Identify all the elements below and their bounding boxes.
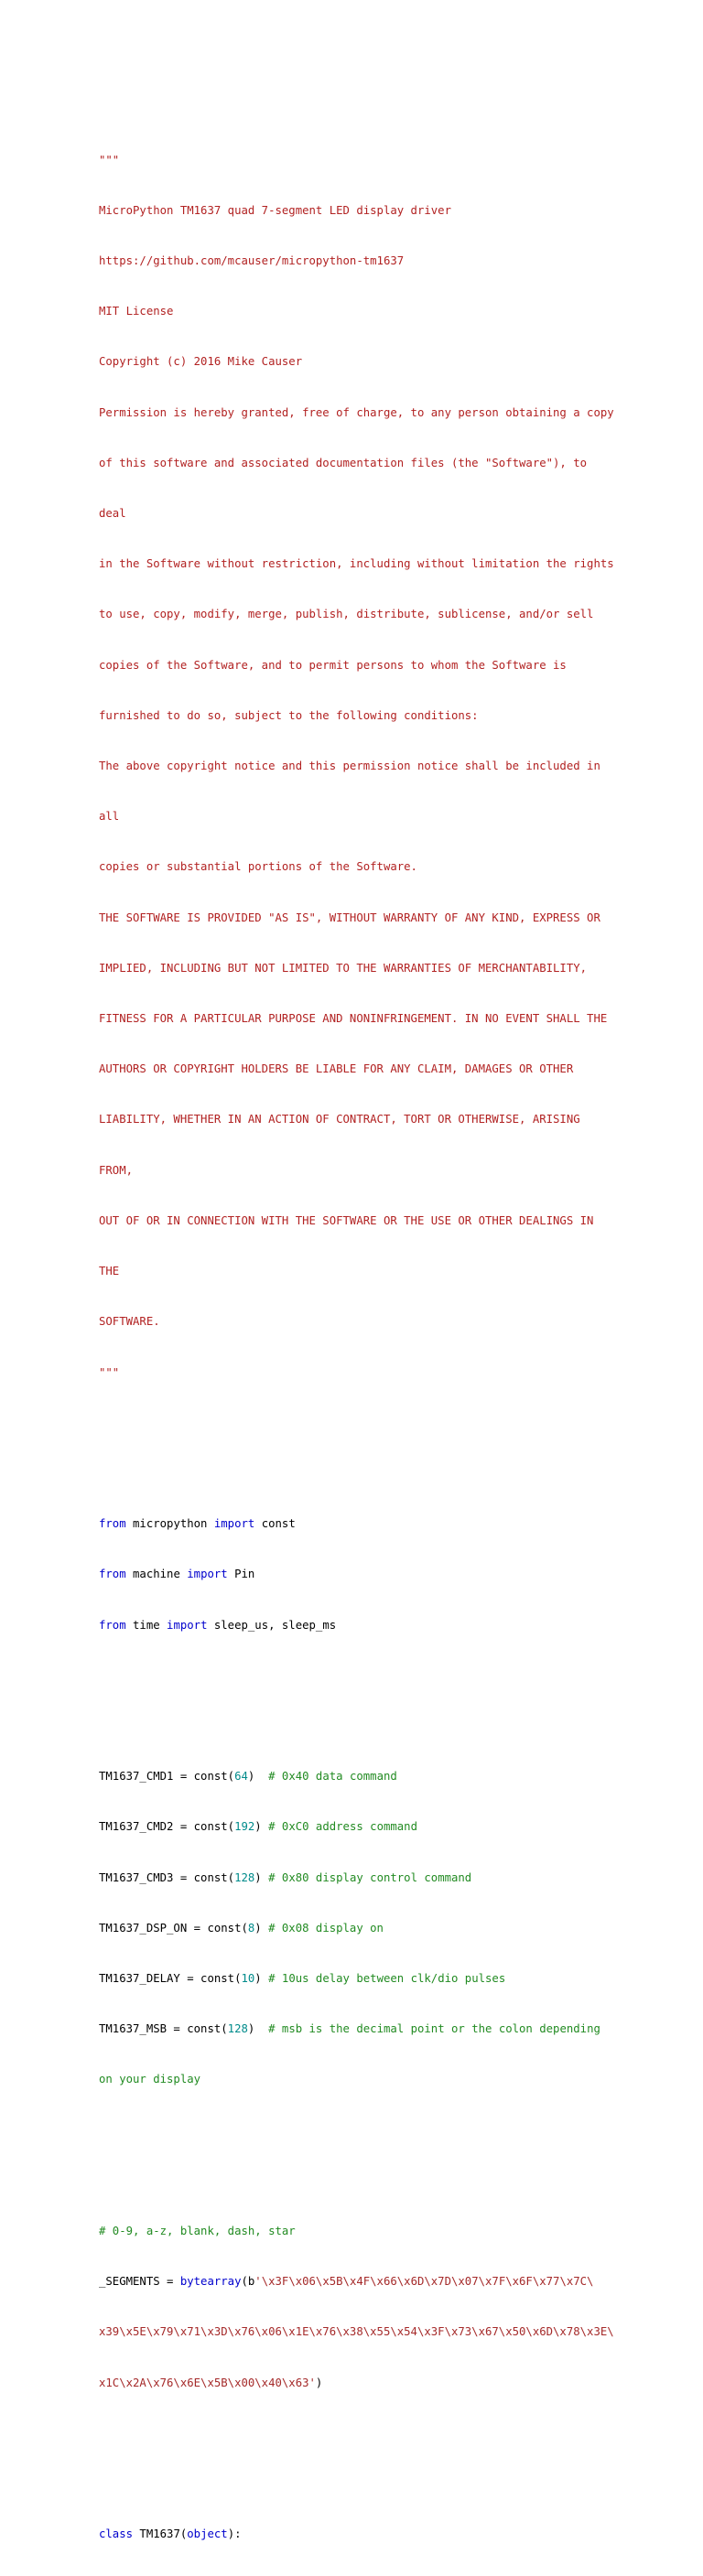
docstring-line: all bbox=[99, 810, 120, 824]
import-line bbox=[99, 1515, 685, 1532]
constant-name: TM1637_CMD3 = const( bbox=[99, 1870, 235, 1884]
builtin-bytearray: bytearray bbox=[179, 2275, 242, 2289]
constant-value: 64 bbox=[234, 1770, 248, 1784]
keyword-from: from bbox=[99, 1568, 126, 1581]
docstring-line: Permission is hereby granted, free of charge, to any person obtaining a copy bbox=[99, 405, 614, 419]
constant-value: 128 bbox=[227, 2022, 248, 2036]
docstring-line: IMPLIED, INCLUDING BUT NOT LIMITED TO THE WARRANTIES OF MERCHANTABILITY, bbox=[99, 961, 588, 975]
module-name: machine bbox=[125, 1568, 188, 1581]
docstring-line: of this software and associated documentation files (the "Software"), to bbox=[99, 456, 588, 469]
docstring-line: FITNESS FOR A PARTICULAR PURPOSE AND NONINFRINGEMENT. IN NO EVENT SHALL THE bbox=[99, 1012, 608, 1026]
constant-value: 192 bbox=[234, 1820, 255, 1834]
docstring-line: MIT License bbox=[99, 305, 174, 318]
constant-name: TM1637_DELAY = const( bbox=[99, 1971, 242, 1985]
constant-name: TM1637_CMD1 = const( bbox=[99, 1770, 235, 1784]
import-line bbox=[99, 1617, 685, 1633]
imported-names: const bbox=[254, 1517, 296, 1531]
docstring-line: OUT OF OR IN CONNECTION WITH THE SOFTWARE OR THE USE OR OTHER DEALINGS IN bbox=[99, 1213, 594, 1227]
constant-line bbox=[99, 1818, 685, 1835]
code-document bbox=[99, 84, 685, 2576]
docstring-line: THE bbox=[99, 1265, 120, 1278]
constant-close: ) bbox=[254, 1921, 269, 1935]
segments-comment: # 0-9, a-z, blank, dash, star bbox=[99, 2225, 296, 2237]
constant-line bbox=[99, 2021, 685, 2037]
keyword-import: import bbox=[213, 1517, 255, 1531]
imported-names: Pin bbox=[227, 1568, 255, 1581]
docstring-line: The above copyright notice and this permission notice shall be included in bbox=[99, 760, 600, 773]
docstring-line: to use, copy, modify, merge, publish, distribute, sublicense, and/or sell bbox=[99, 608, 594, 621]
constant-name: TM1637_MSB = const( bbox=[99, 2022, 228, 2036]
docstring-line: in the Software without restriction, including without limitation the rights bbox=[99, 557, 614, 571]
docstring-line: LIABILITY, WHETHER IN AN ACTION OF CONTRACT, TORT OR OTHERWISE, ARISING bbox=[99, 1113, 580, 1126]
constant-comment: # 0x40 data command bbox=[268, 1770, 397, 1784]
class-definition bbox=[99, 2526, 685, 2542]
builtin-object: object bbox=[187, 2527, 228, 2541]
constant-line bbox=[99, 1920, 685, 1936]
module-name: time bbox=[125, 1618, 168, 1632]
constant-value: 10 bbox=[241, 1971, 255, 1985]
constant-close: ) bbox=[254, 1971, 269, 1985]
keyword-class: class bbox=[99, 2527, 134, 2541]
constant-value: 128 bbox=[234, 1870, 255, 1884]
segments-close: ) bbox=[315, 2376, 323, 2389]
import-line bbox=[99, 1566, 685, 1582]
docstring-line: AUTHORS OR COPYRIGHT HOLDERS BE LIABLE FOR ANY CLAIM, DAMAGES OR OTHER bbox=[99, 1062, 574, 1076]
constant-close: ) bbox=[254, 1820, 269, 1834]
blank-line bbox=[99, 2441, 685, 2458]
blank-line bbox=[99, 2139, 685, 2155]
comment-wrap-line: on your display bbox=[99, 2073, 201, 2086]
docstring-open-quotes: """ bbox=[99, 153, 120, 167]
class-close: ): bbox=[227, 2527, 242, 2541]
constant-line bbox=[99, 1970, 685, 1987]
docstring-line: THE SOFTWARE IS PROVIDED "AS IS", WITHOUT WARRANTY OF ANY KIND, EXPRESS OR bbox=[99, 911, 600, 924]
docstring-line: FROM, bbox=[99, 1163, 134, 1177]
docstring-close-quotes: """ bbox=[99, 1365, 120, 1379]
module-name: micropython bbox=[125, 1517, 214, 1531]
keyword-from: from bbox=[99, 1618, 126, 1632]
class-name: TM1637( bbox=[133, 2527, 188, 2541]
segments-assign: _SEGMENTS = bbox=[99, 2275, 180, 2289]
docstring-line: SOFTWARE. bbox=[99, 1315, 160, 1329]
docstring-line: furnished to do so, subject to the following conditions: bbox=[99, 708, 479, 722]
constant-close: ) bbox=[247, 2022, 269, 2036]
docstring-line: MicroPython TM1637 quad 7-segment LED display driver bbox=[99, 203, 451, 217]
constant-comment: # 0x08 display on bbox=[268, 1921, 384, 1935]
keyword-import: import bbox=[167, 1618, 208, 1632]
docstring-line: Copyright (c) 2016 Mike Causer bbox=[99, 355, 303, 369]
docstring-line: deal bbox=[99, 507, 126, 521]
keyword-from: from bbox=[99, 1517, 126, 1531]
blank-line bbox=[99, 1431, 685, 1448]
docstring-line: copies of the Software, and to permit persons to whom the Software is bbox=[99, 658, 567, 672]
constant-line bbox=[99, 1768, 685, 1784]
constant-comment: # 0x80 display control command bbox=[268, 1870, 472, 1884]
segments-line bbox=[99, 2273, 685, 2290]
docstring-line: https://github.com/mcauser/micropython-tm1637 bbox=[99, 254, 405, 268]
constant-comment: # 10us delay between clk/dio pulses bbox=[268, 1971, 506, 1985]
imported-names: sleep_us, sleep_ms bbox=[207, 1618, 337, 1632]
constant-comment: # msb is the decimal point or the colon depending bbox=[268, 2022, 600, 2036]
constant-comment: # 0xC0 address command bbox=[268, 1820, 417, 1834]
segments-line bbox=[99, 2375, 685, 2391]
segments-bytes-line: x39\x5E\x79\x71\x3D\x76\x06\x1E\x76\x38\x55\x54\x3F\x73\x67\x50\x6D\x78\x3E\ bbox=[99, 2325, 614, 2339]
constant-close: ) bbox=[247, 1770, 269, 1784]
blank-line bbox=[99, 1684, 685, 1700]
constant-name: TM1637_DSP_ON = const( bbox=[99, 1921, 248, 1935]
segments-bytes: '\x3F\x06\x5B\x4F\x66\x6D\x7D\x07\x7F\x6F\x77\x7C\ bbox=[254, 2275, 594, 2289]
segments-bytes: x1C\x2A\x76\x6E\x5B\x00\x40\x63' bbox=[99, 2376, 316, 2389]
constant-name: TM1637_CMD2 = const( bbox=[99, 1820, 235, 1834]
segments-open: (b bbox=[241, 2275, 255, 2289]
constant-value: 8 bbox=[247, 1921, 255, 1935]
constant-close: ) bbox=[254, 1870, 269, 1884]
constant-line bbox=[99, 1870, 685, 1886]
keyword-import: import bbox=[187, 1568, 228, 1581]
docstring-line: copies or substantial portions of the Software. bbox=[99, 860, 417, 874]
